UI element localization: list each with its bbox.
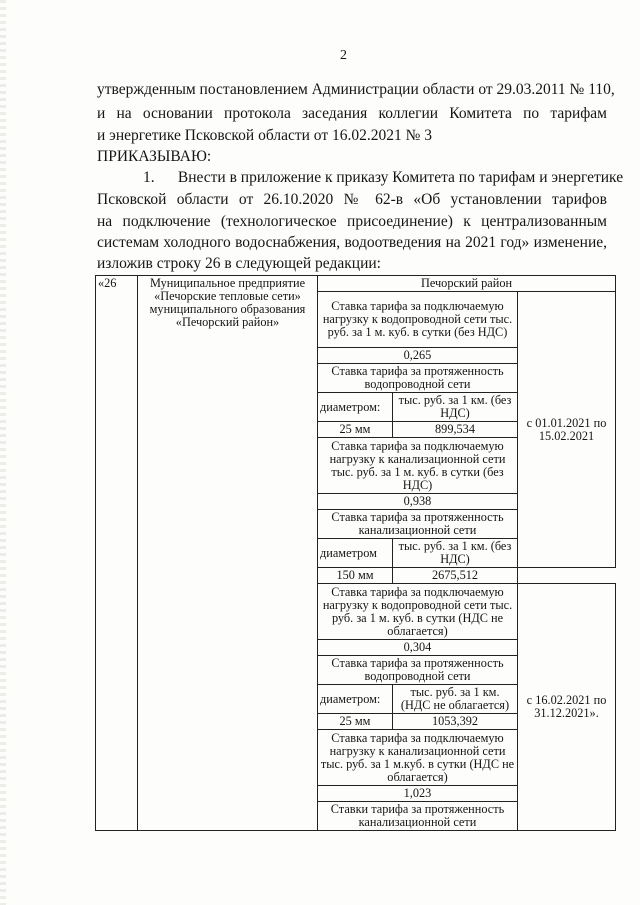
- p2-sewer-load-label: Ставка тарифа за подключаемую нагрузку к канализационной сети тыс. руб. за 1 м.куб. в сутки (НДС не облагается): [318, 730, 518, 786]
- tariff-table: [95, 275, 616, 831]
- item1-line-5: изложив строку 26 в следующей редакции:: [97, 255, 381, 272]
- p1-sewer-unit: тыс. руб. за 1 км. (без НДС): [393, 539, 518, 568]
- p1-sewer-load-label: Ставка тарифа за подключаемую нагрузку к канализационной сети тыс. руб. за 1 м. куб. в сутки (без НДС): [318, 438, 518, 494]
- intro-line-1: утвержденным постановлением Администрации области от 29.03.2011 № 110,: [97, 81, 615, 98]
- item1-line-4: системам холодного водоснабжения, водоотведения на 2021 год» изменение,: [97, 234, 607, 251]
- p2-sewer-load-value: 1,023: [318, 786, 518, 802]
- p1-water-load-label: Ставка тарифа за подключаемую нагрузку к водопроводной сети тыс. руб. за 1 м. куб. в сутки (без НДС): [318, 292, 518, 348]
- p2-water-length-value: 1053,392: [393, 714, 518, 730]
- p1-water-length-value: 899,534: [393, 422, 518, 438]
- scan-edge: [0, 0, 6, 905]
- p1-sewer-diam-label: диаметром: [318, 539, 393, 568]
- p2-water-load-label: Ставка тарифа за подключаемую нагрузку к водопроводной сети тыс. руб. за 1 м. куб. в сутки (НДС не облагается): [318, 584, 518, 640]
- p2-water-diam: 25 мм: [318, 714, 393, 730]
- p1-period: с 01.01.2021 по 15.02.2021: [518, 292, 616, 568]
- p1-sewer-length-label: Ставка тарифа за протяженность канализационной сети: [318, 510, 518, 539]
- row-number: «26: [96, 276, 138, 831]
- intro-line-3: и энергетике Псковской области от 16.02.2021 № 3: [97, 127, 433, 144]
- p1-sewer-length-value: 2675,512: [393, 568, 518, 584]
- item1-line-1: 1. Внести в приложение к приказу Комитета по тарифам и энергетике: [143, 169, 624, 186]
- item1-line-2: Псковской области от 26.10.2020 № 62-в «Об установлении тарифов: [97, 191, 607, 208]
- p2-water-load-value: 0,304: [318, 640, 518, 656]
- intro-line-2: и на основании протокола заседания коллегии Комитета по тарифам: [97, 105, 607, 122]
- p1-sewer-diam: 150 мм: [318, 568, 393, 584]
- p1-water-length-label: Ставка тарифа за протяженность водопроводной сети: [318, 364, 518, 393]
- p2-water-diam-label: диаметром:: [318, 685, 393, 714]
- p1-water-load-value: 0,265: [318, 348, 518, 364]
- item1-line-3: на подключение (технологическое присоединение) к централизованным: [97, 213, 607, 230]
- p2-water-length-label: Ставка тарифа за протяженность водопроводной сети: [318, 656, 518, 685]
- p1-water-unit: тыс. руб. за 1 км. (без НДС): [393, 393, 518, 422]
- page-number: 2: [340, 48, 347, 63]
- order-word: ПРИКАЗЫВАЮ:: [97, 148, 212, 165]
- p1-sewer-load-value: 0,938: [318, 494, 518, 510]
- p1-water-diam: 25 мм: [318, 422, 393, 438]
- district-name: Печорский район: [318, 276, 616, 292]
- enterprise-name: Муниципальное предприятие «Печорские тепловые сети» муниципального образования «Печорский район»: [138, 276, 318, 831]
- p2-period: с 16.02.2021 по 31.12.2021».: [518, 584, 616, 831]
- p1-water-diam-label: диаметром:: [318, 393, 393, 422]
- p2-water-unit: тыс. руб. за 1 км. (НДС не облагается): [393, 685, 518, 714]
- p2-sewer-length-label: Ставки тарифа за протяженность канализационной сети: [318, 802, 518, 831]
